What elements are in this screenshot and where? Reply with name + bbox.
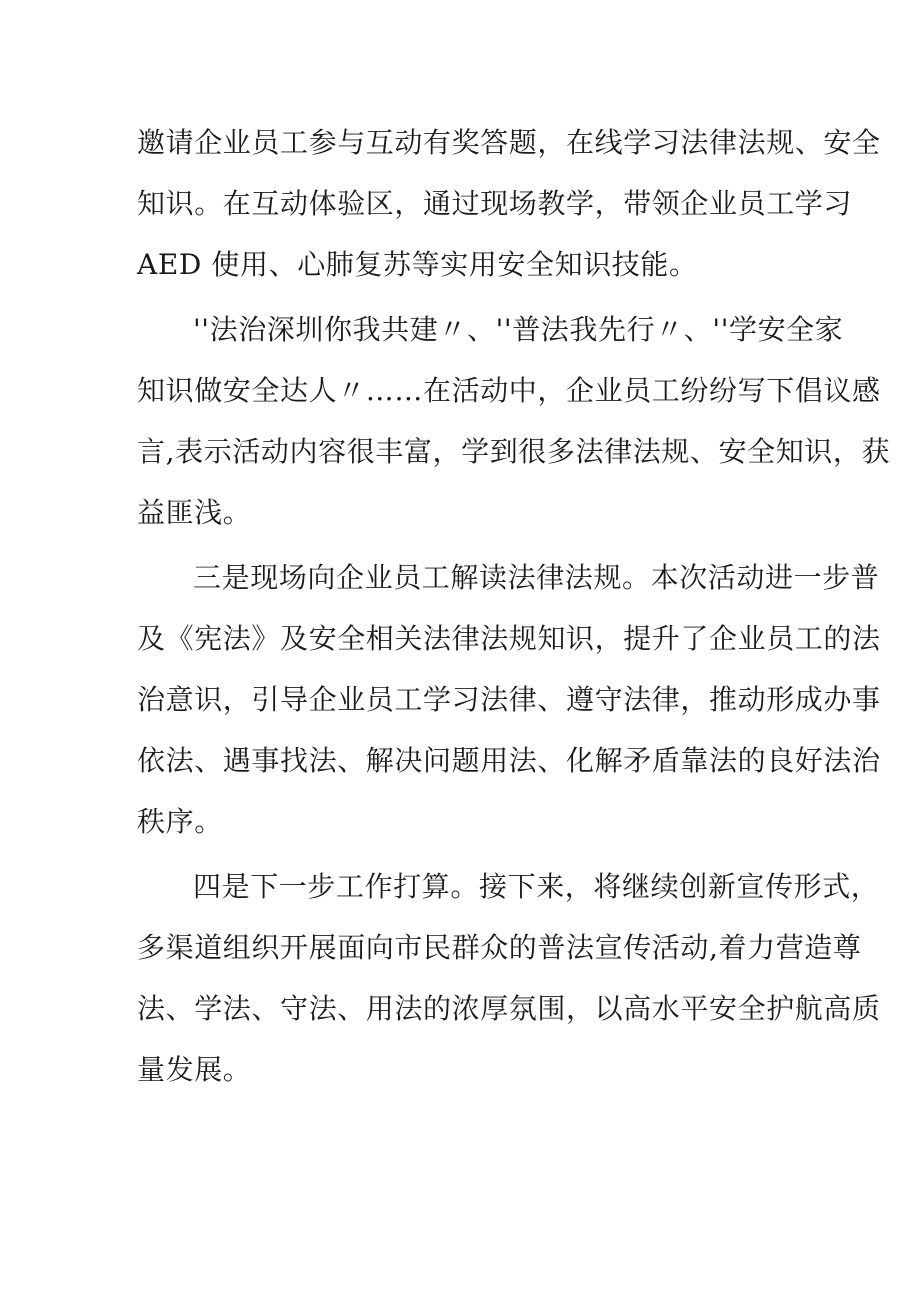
text-line: 量发展。 [137, 1053, 252, 1086]
text-line: 三是现场向企业员工解读法律法规。本次活动进一步普 [193, 561, 880, 594]
text-line: 知识做安全达人〃……在活动中，企业员工纷纷写下倡议感 [137, 374, 881, 407]
paragraph-4 [137, 856, 881, 1100]
text-line: 及《宪法》及安全相关法律法规知识，提升了企业员工的法 [137, 622, 881, 655]
text-line: ''法治深圳你我共建〃、''普法我先行〃、''学安全家 [193, 313, 844, 346]
paragraph-3 [137, 547, 881, 852]
document-body [137, 112, 891, 1100]
text-line: AED 使用、心肺复苏等实用安全知识技能。 [137, 248, 698, 281]
text-line: 邀请企业员工参与互动有奖答题，在线学习法律法规、安全 [137, 126, 881, 159]
text-line: 法、学法、守法、用法的浓厚氛围，以高水平安全护航高质 [137, 992, 881, 1025]
text-line: 治意识，引导企业员工学习法律、遵守法律，推动形成办事 [137, 683, 881, 716]
text-line: 秩序。 [137, 805, 223, 838]
text-line: 益匪浅。 [137, 496, 252, 529]
text-line: 依法、遇事找法、解决问题用法、化解矛盾靠法的良好法治 [137, 744, 881, 777]
paragraph-2 [137, 299, 891, 543]
text-line: 多渠道组织开展面向市民群众的普法宣传活动,着力营造尊 [137, 931, 862, 964]
text-line: 四是下一步工作打算。接下来，将继续创新宣传形式， [193, 870, 880, 903]
text-line: 言,表示活动内容很丰富，学到很多法律法规、安全知识，获 [137, 435, 891, 468]
text-line: 知识。在互动体验区，通过现场教学，带领企业员工学习 [137, 187, 853, 220]
paragraph-1 [137, 112, 881, 295]
